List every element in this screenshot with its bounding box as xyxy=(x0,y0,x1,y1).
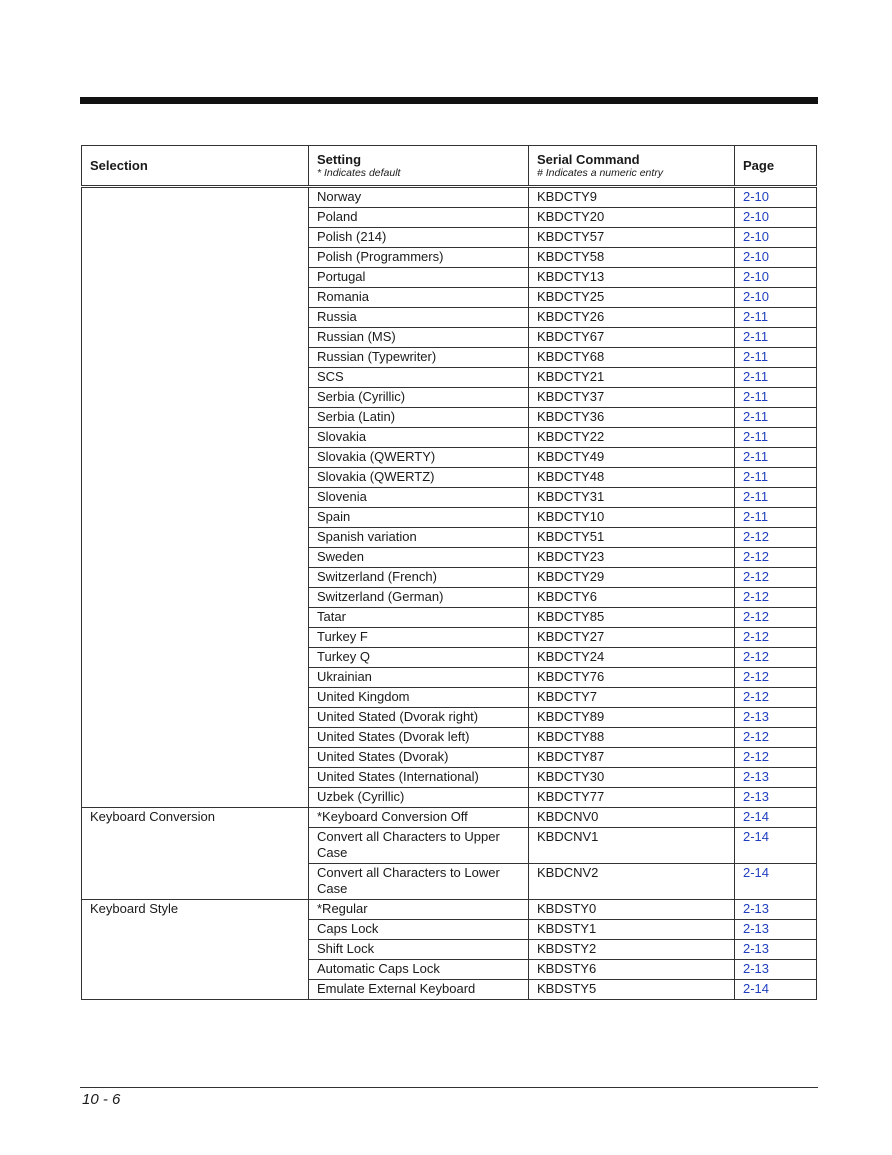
serial-command-cell: KBDCTY68 xyxy=(529,348,735,368)
table-row xyxy=(82,940,817,960)
selection-cell xyxy=(82,788,309,808)
selection-cell: Keyboard Conversion xyxy=(82,808,309,828)
selection-cell: Keyboard Style xyxy=(82,900,309,920)
serial-command-cell: KBDSTY1 xyxy=(529,920,735,940)
serial-command-cell: KBDCTY88 xyxy=(529,728,735,748)
serial-command-cell: KBDCTY76 xyxy=(529,668,735,688)
table-row xyxy=(82,228,817,248)
setting-cell: United Stated (Dvorak right) xyxy=(309,708,529,728)
setting-cell: Portugal xyxy=(309,268,529,288)
page-reference-link[interactable]: 2-11 xyxy=(735,388,817,408)
serial-command-cell: KBDCTY58 xyxy=(529,248,735,268)
serial-command-cell: KBDSTY2 xyxy=(529,940,735,960)
setting-cell: United States (International) xyxy=(309,768,529,788)
selection-cell xyxy=(82,228,309,248)
table-row xyxy=(82,768,817,788)
serial-command-cell: KBDCTY20 xyxy=(529,208,735,228)
serial-command-cell: KBDCTY10 xyxy=(529,508,735,528)
table-row xyxy=(82,187,817,208)
page-reference-link[interactable]: 2-13 xyxy=(735,960,817,980)
selection-cell xyxy=(82,608,309,628)
selection-cell xyxy=(82,668,309,688)
page-reference-link[interactable]: 2-10 xyxy=(735,248,817,268)
selection-cell xyxy=(82,208,309,228)
selection-cell xyxy=(82,864,309,900)
serial-command-cell: KBDCTY57 xyxy=(529,228,735,248)
page-reference-link[interactable]: 2-11 xyxy=(735,428,817,448)
serial-command-cell: KBDCTY6 xyxy=(529,588,735,608)
serial-command-cell: KBDCNV1 xyxy=(529,828,735,864)
page-reference-link[interactable]: 2-10 xyxy=(735,268,817,288)
page-reference-link[interactable]: 2-11 xyxy=(735,348,817,368)
setting-cell: Spain xyxy=(309,508,529,528)
setting-cell: Serbia (Latin) xyxy=(309,408,529,428)
page-reference-link[interactable]: 2-12 xyxy=(735,628,817,648)
table-row xyxy=(82,920,817,940)
serial-command-cell: KBDCTY51 xyxy=(529,528,735,548)
table-row xyxy=(82,900,817,920)
page-reference-link[interactable]: 2-13 xyxy=(735,940,817,960)
table-row xyxy=(82,488,817,508)
selection-cell xyxy=(82,248,309,268)
selection-header: Selection xyxy=(82,146,309,187)
setting-cell: SCS xyxy=(309,368,529,388)
page-reference-link[interactable]: 2-12 xyxy=(735,728,817,748)
setting-cell: Caps Lock xyxy=(309,920,529,940)
selection-cell xyxy=(82,548,309,568)
serial-command-cell: KBDCTY23 xyxy=(529,548,735,568)
page-reference-link[interactable]: 2-10 xyxy=(735,228,817,248)
serial-command-cell: KBDCTY31 xyxy=(529,488,735,508)
setting-cell: Shift Lock xyxy=(309,940,529,960)
setting-cell: *Regular xyxy=(309,900,529,920)
table-body xyxy=(82,187,817,1000)
setting-cell: Turkey Q xyxy=(309,648,529,668)
selection-cell xyxy=(82,728,309,748)
selection-cell xyxy=(82,268,309,288)
serial-command-cell: KBDCTY77 xyxy=(529,788,735,808)
serial-command-cell: KBDCNV0 xyxy=(529,808,735,828)
selection-cell xyxy=(82,368,309,388)
page-reference-link[interactable]: 2-13 xyxy=(735,788,817,808)
page-reference-link[interactable]: 2-12 xyxy=(735,688,817,708)
setting-cell: Sweden xyxy=(309,548,529,568)
selection-cell xyxy=(82,588,309,608)
selection-cell xyxy=(82,328,309,348)
selection-cell xyxy=(82,528,309,548)
setting-cell: Slovakia xyxy=(309,428,529,448)
serial-command-cell: KBDCTY36 xyxy=(529,408,735,428)
serial-command-cell: KBDCTY48 xyxy=(529,468,735,488)
setting-header: Setting * Indicates default xyxy=(309,146,529,187)
page-reference-link[interactable]: 2-12 xyxy=(735,748,817,768)
page-reference-link[interactable]: 2-12 xyxy=(735,588,817,608)
table-row xyxy=(82,748,817,768)
serial-command-cell: KBDCTY37 xyxy=(529,388,735,408)
table-row xyxy=(82,980,817,1000)
page-reference-link[interactable]: 2-11 xyxy=(735,508,817,528)
serial-command-table xyxy=(81,145,817,1000)
page-reference-link[interactable]: 2-10 xyxy=(735,187,817,208)
serial-command-cell: KBDSTY0 xyxy=(529,900,735,920)
page-reference-link[interactable]: 2-12 xyxy=(735,568,817,588)
page-reference-link[interactable]: 2-13 xyxy=(735,900,817,920)
selection-cell xyxy=(82,768,309,788)
serial-command-cell: KBDCTY89 xyxy=(529,708,735,728)
setting-cell: Spanish variation xyxy=(309,528,529,548)
table-row xyxy=(82,728,817,748)
serial-command-cell: KBDSTY6 xyxy=(529,960,735,980)
serial-command-cell: KBDCTY13 xyxy=(529,268,735,288)
table-row xyxy=(82,288,817,308)
setting-cell: Polish (214) xyxy=(309,228,529,248)
serial-command-cell: KBDCTY67 xyxy=(529,328,735,348)
header-rule xyxy=(80,97,818,104)
selection-cell xyxy=(82,628,309,648)
page-reference-link[interactable]: 2-14 xyxy=(735,864,817,900)
selection-cell xyxy=(82,448,309,468)
serial-command-cell: KBDCTY49 xyxy=(529,448,735,468)
table-row xyxy=(82,528,817,548)
serial-command-cell: KBDCTY27 xyxy=(529,628,735,648)
table-row xyxy=(82,588,817,608)
serial-command-cell: KBDCTY21 xyxy=(529,368,735,388)
table-row xyxy=(82,308,817,328)
selection-cell xyxy=(82,568,309,588)
setting-cell: Romania xyxy=(309,288,529,308)
setting-cell: Automatic Caps Lock xyxy=(309,960,529,980)
table-row xyxy=(82,688,817,708)
serial-command-cell: KBDCTY87 xyxy=(529,748,735,768)
table-row xyxy=(82,368,817,388)
setting-cell: Convert all Characters to Upper Case xyxy=(309,828,529,864)
table-row xyxy=(82,568,817,588)
table-row xyxy=(82,208,817,228)
table-row xyxy=(82,448,817,468)
table-row xyxy=(82,788,817,808)
page-reference-link[interactable]: 2-13 xyxy=(735,708,817,728)
selection-cell xyxy=(82,748,309,768)
selection-cell xyxy=(82,508,309,528)
selection-cell xyxy=(82,187,309,208)
selection-cell xyxy=(82,308,309,328)
setting-cell: Russia xyxy=(309,308,529,328)
serial-command-cell: KBDCTY7 xyxy=(529,688,735,708)
serial-command-header: Serial Command # Indicates a numeric entry xyxy=(529,146,735,187)
table-row xyxy=(82,508,817,528)
setting-cell: Russian (Typewriter) xyxy=(309,348,529,368)
table-row xyxy=(82,960,817,980)
page-reference-link[interactable]: 2-11 xyxy=(735,468,817,488)
table-header xyxy=(82,146,817,187)
page-reference-link[interactable]: 2-11 xyxy=(735,328,817,348)
table-row xyxy=(82,268,817,288)
selection-cell xyxy=(82,488,309,508)
table-row xyxy=(82,668,817,688)
footer-rule xyxy=(80,1087,818,1088)
selection-cell xyxy=(82,388,309,408)
selection-cell xyxy=(82,708,309,728)
table-row xyxy=(82,248,817,268)
table-row xyxy=(82,348,817,368)
setting-cell: *Keyboard Conversion Off xyxy=(309,808,529,828)
selection-cell xyxy=(82,980,309,1000)
serial-command-cell: KBDCTY85 xyxy=(529,608,735,628)
selection-cell xyxy=(82,920,309,940)
setting-header-note: * Indicates default xyxy=(317,166,401,179)
setting-cell: Tatar xyxy=(309,608,529,628)
setting-cell: Slovakia (QWERTZ) xyxy=(309,468,529,488)
table-row xyxy=(82,468,817,488)
setting-cell: Switzerland (French) xyxy=(309,568,529,588)
page-reference-link[interactable]: 2-12 xyxy=(735,668,817,688)
table-row xyxy=(82,708,817,728)
table-row xyxy=(82,808,817,828)
page-reference-link[interactable]: 2-13 xyxy=(735,768,817,788)
page-reference-link[interactable]: 2-14 xyxy=(735,808,817,828)
table-row xyxy=(82,608,817,628)
page-reference-link[interactable]: 2-10 xyxy=(735,208,817,228)
setting-cell: Uzbek (Cyrillic) xyxy=(309,788,529,808)
selection-cell xyxy=(82,648,309,668)
table-row xyxy=(82,548,817,568)
serial-command-cell: KBDCTY29 xyxy=(529,568,735,588)
page-reference-link[interactable]: 2-13 xyxy=(735,920,817,940)
selection-cell xyxy=(82,428,309,448)
serial-command-cell: KBDCTY25 xyxy=(529,288,735,308)
setting-cell: Convert all Characters to Lower Case xyxy=(309,864,529,900)
setting-cell: Ukrainian xyxy=(309,668,529,688)
page-number: 10 - 6 xyxy=(82,1091,121,1108)
selection-cell xyxy=(82,828,309,864)
table-row xyxy=(82,388,817,408)
serial-command-cell: KBDSTY5 xyxy=(529,980,735,1000)
page-reference-link[interactable]: 2-11 xyxy=(735,368,817,388)
setting-cell: Emulate External Keyboard xyxy=(309,980,529,1000)
setting-cell: Slovakia (QWERTY) xyxy=(309,448,529,468)
table-row xyxy=(82,428,817,448)
table-row xyxy=(82,828,817,864)
page-reference-link[interactable]: 2-11 xyxy=(735,308,817,328)
page-reference-link[interactable]: 2-12 xyxy=(735,648,817,668)
setting-cell: Slovenia xyxy=(309,488,529,508)
setting-cell: Norway xyxy=(309,187,529,208)
page-reference-link[interactable]: 2-12 xyxy=(735,608,817,628)
selection-cell xyxy=(82,408,309,428)
page-reference-link[interactable]: 2-11 xyxy=(735,488,817,508)
page-reference-link[interactable]: 2-14 xyxy=(735,980,817,1000)
page-reference-link[interactable]: 2-12 xyxy=(735,528,817,548)
selection-cell xyxy=(82,960,309,980)
setting-cell: Serbia (Cyrillic) xyxy=(309,388,529,408)
selection-cell xyxy=(82,468,309,488)
setting-cell: United Kingdom xyxy=(309,688,529,708)
setting-cell: United States (Dvorak left) xyxy=(309,728,529,748)
selection-cell xyxy=(82,688,309,708)
table-row xyxy=(82,864,817,900)
table-row xyxy=(82,628,817,648)
page-reference-link[interactable]: 2-14 xyxy=(735,828,817,864)
serial-command-cell: KBDCTY22 xyxy=(529,428,735,448)
table-row xyxy=(82,648,817,668)
serial-command-cell: KBDCTY26 xyxy=(529,308,735,328)
serial-command-cell: KBDCTY24 xyxy=(529,648,735,668)
setting-cell: Poland xyxy=(309,208,529,228)
setting-cell: Russian (MS) xyxy=(309,328,529,348)
serial-command-header-note: # Indicates a numeric entry xyxy=(537,166,664,179)
serial-command-cell: KBDCNV2 xyxy=(529,864,735,900)
setting-cell: Polish (Programmers) xyxy=(309,248,529,268)
selection-cell xyxy=(82,348,309,368)
selection-cell xyxy=(82,288,309,308)
table-row xyxy=(82,328,817,348)
selection-cell xyxy=(82,940,309,960)
page-reference-link[interactable]: 2-10 xyxy=(735,288,817,308)
setting-cell: United States (Dvorak) xyxy=(309,748,529,768)
setting-cell: Switzerland (German) xyxy=(309,588,529,608)
page-reference-link[interactable]: 2-12 xyxy=(735,548,817,568)
setting-cell: Turkey F xyxy=(309,628,529,648)
serial-command-cell: KBDCTY9 xyxy=(529,187,735,208)
serial-command-cell: KBDCTY30 xyxy=(529,768,735,788)
page-reference-link[interactable]: 2-11 xyxy=(735,408,817,428)
table-row xyxy=(82,408,817,428)
page-header: Page xyxy=(735,146,817,187)
page-reference-link[interactable]: 2-11 xyxy=(735,448,817,468)
